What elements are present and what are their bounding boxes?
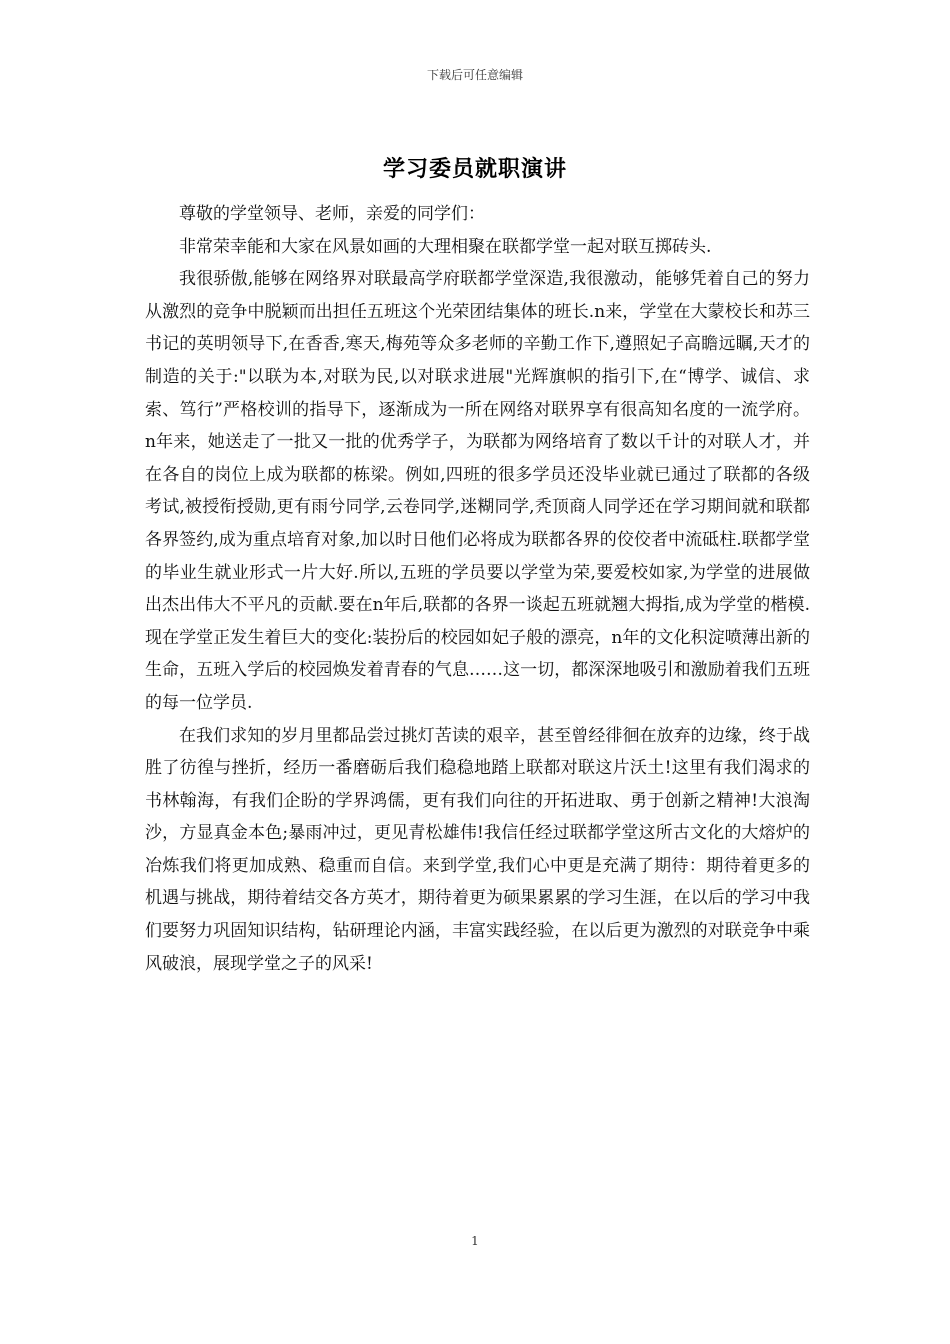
page-number: 1 [471, 1234, 479, 1248]
document-title: 学习委员就职演讲 [382, 156, 567, 182]
header-note: 下载后可任意编辑 [426, 68, 523, 82]
document-body [145, 198, 810, 980]
paragraph-main: 我很骄傲,能够在网络界对联最高学府联都学堂深造,我很激动，能够凭着自己的努力从激烈的竞争中脱颖而出担任五班这个光荣团结集体的班长.n来，学堂在大蒙校长和苏三书记的英明领导下,在香香,寒天,梅苑等众多老师的辛勤工作下,遵照妃子高瞻远瞩,天才的制造的关于:"以联为本,对联为民,以对联求进展"光辉旗帜的指引下,在“博学、诚信、求索、笃行”严格校训的指导下，逐渐成为一所在网络对联界享有很高知名度的一流学府。n年来，她送走了一批又一批的优秀学子，为联都为网络培育了数以千计的对联人才，并在各自的岗位上成为联都的栋梁。例如,四班的很多学员还没毕业就已通过了联都的各级考试,被授衔授勋,更有雨兮同学,云卷同学,迷糊同学,秃顶商人同学还在学习期间就和联都各界签约,成为重点培育对象,加以时日他们必将成为联都各界的佼佼者中流砥柱.联都学堂的毕业生就业形式一片大好.所以,五班的学员要以学堂为荣,要爱校如家,为学堂的进展做出杰出伟大不平凡的贡献.要在n年后,联都的各界一谈起五班就翘大拇指,成为学堂的楷模.现在学堂正发生着巨大的变化:装扮后的校园如妃子般的漂亮，n年的文化积淀喷薄出新的生命，五班入学后的校园焕发着青春的气息……这一切，都深深地吸引和激励着我们五班的每一位学员. [145, 269, 810, 713]
paragraph-closing: 在我们求知的岁月里都品尝过挑灯苦读的艰辛，甚至曾经徘徊在放弃的边缘，终于战胜了彷徨与挫折，经历一番磨砺后我们稳稳地踏上联都对联这片沃土!这里有我们渴求的书林翰海，有我们企盼的学界鸿儒，更有我们向往的开拓进取、勇于创新之精神!大浪淘沙，方显真金本色;暴雨冲过，更见青松雄伟!我信任经过联都学堂这所古文化的大熔炉的冶炼我们将更加成熟、稳重而自信。来到学堂,我们心中更是充满了期待：期待着更多的机遇与挑战，期待着结交各方英才，期待着更为硕果累累的学习生涯，在以后的学习中我们要努力巩固知识结构，钻研理论内涵，丰富实践经验，在以后更为激烈的对联竞争中乘风破浪，展现学堂之子的风采! [145, 725, 810, 974]
paragraph-opening: 非常荣幸能和大家在风景如画的大理相聚在联都学堂一起对联互掷砖头. [179, 236, 712, 257]
paragraph-salutation: 尊敬的学堂领导、老师，亲爱的同学们： [179, 204, 485, 224]
